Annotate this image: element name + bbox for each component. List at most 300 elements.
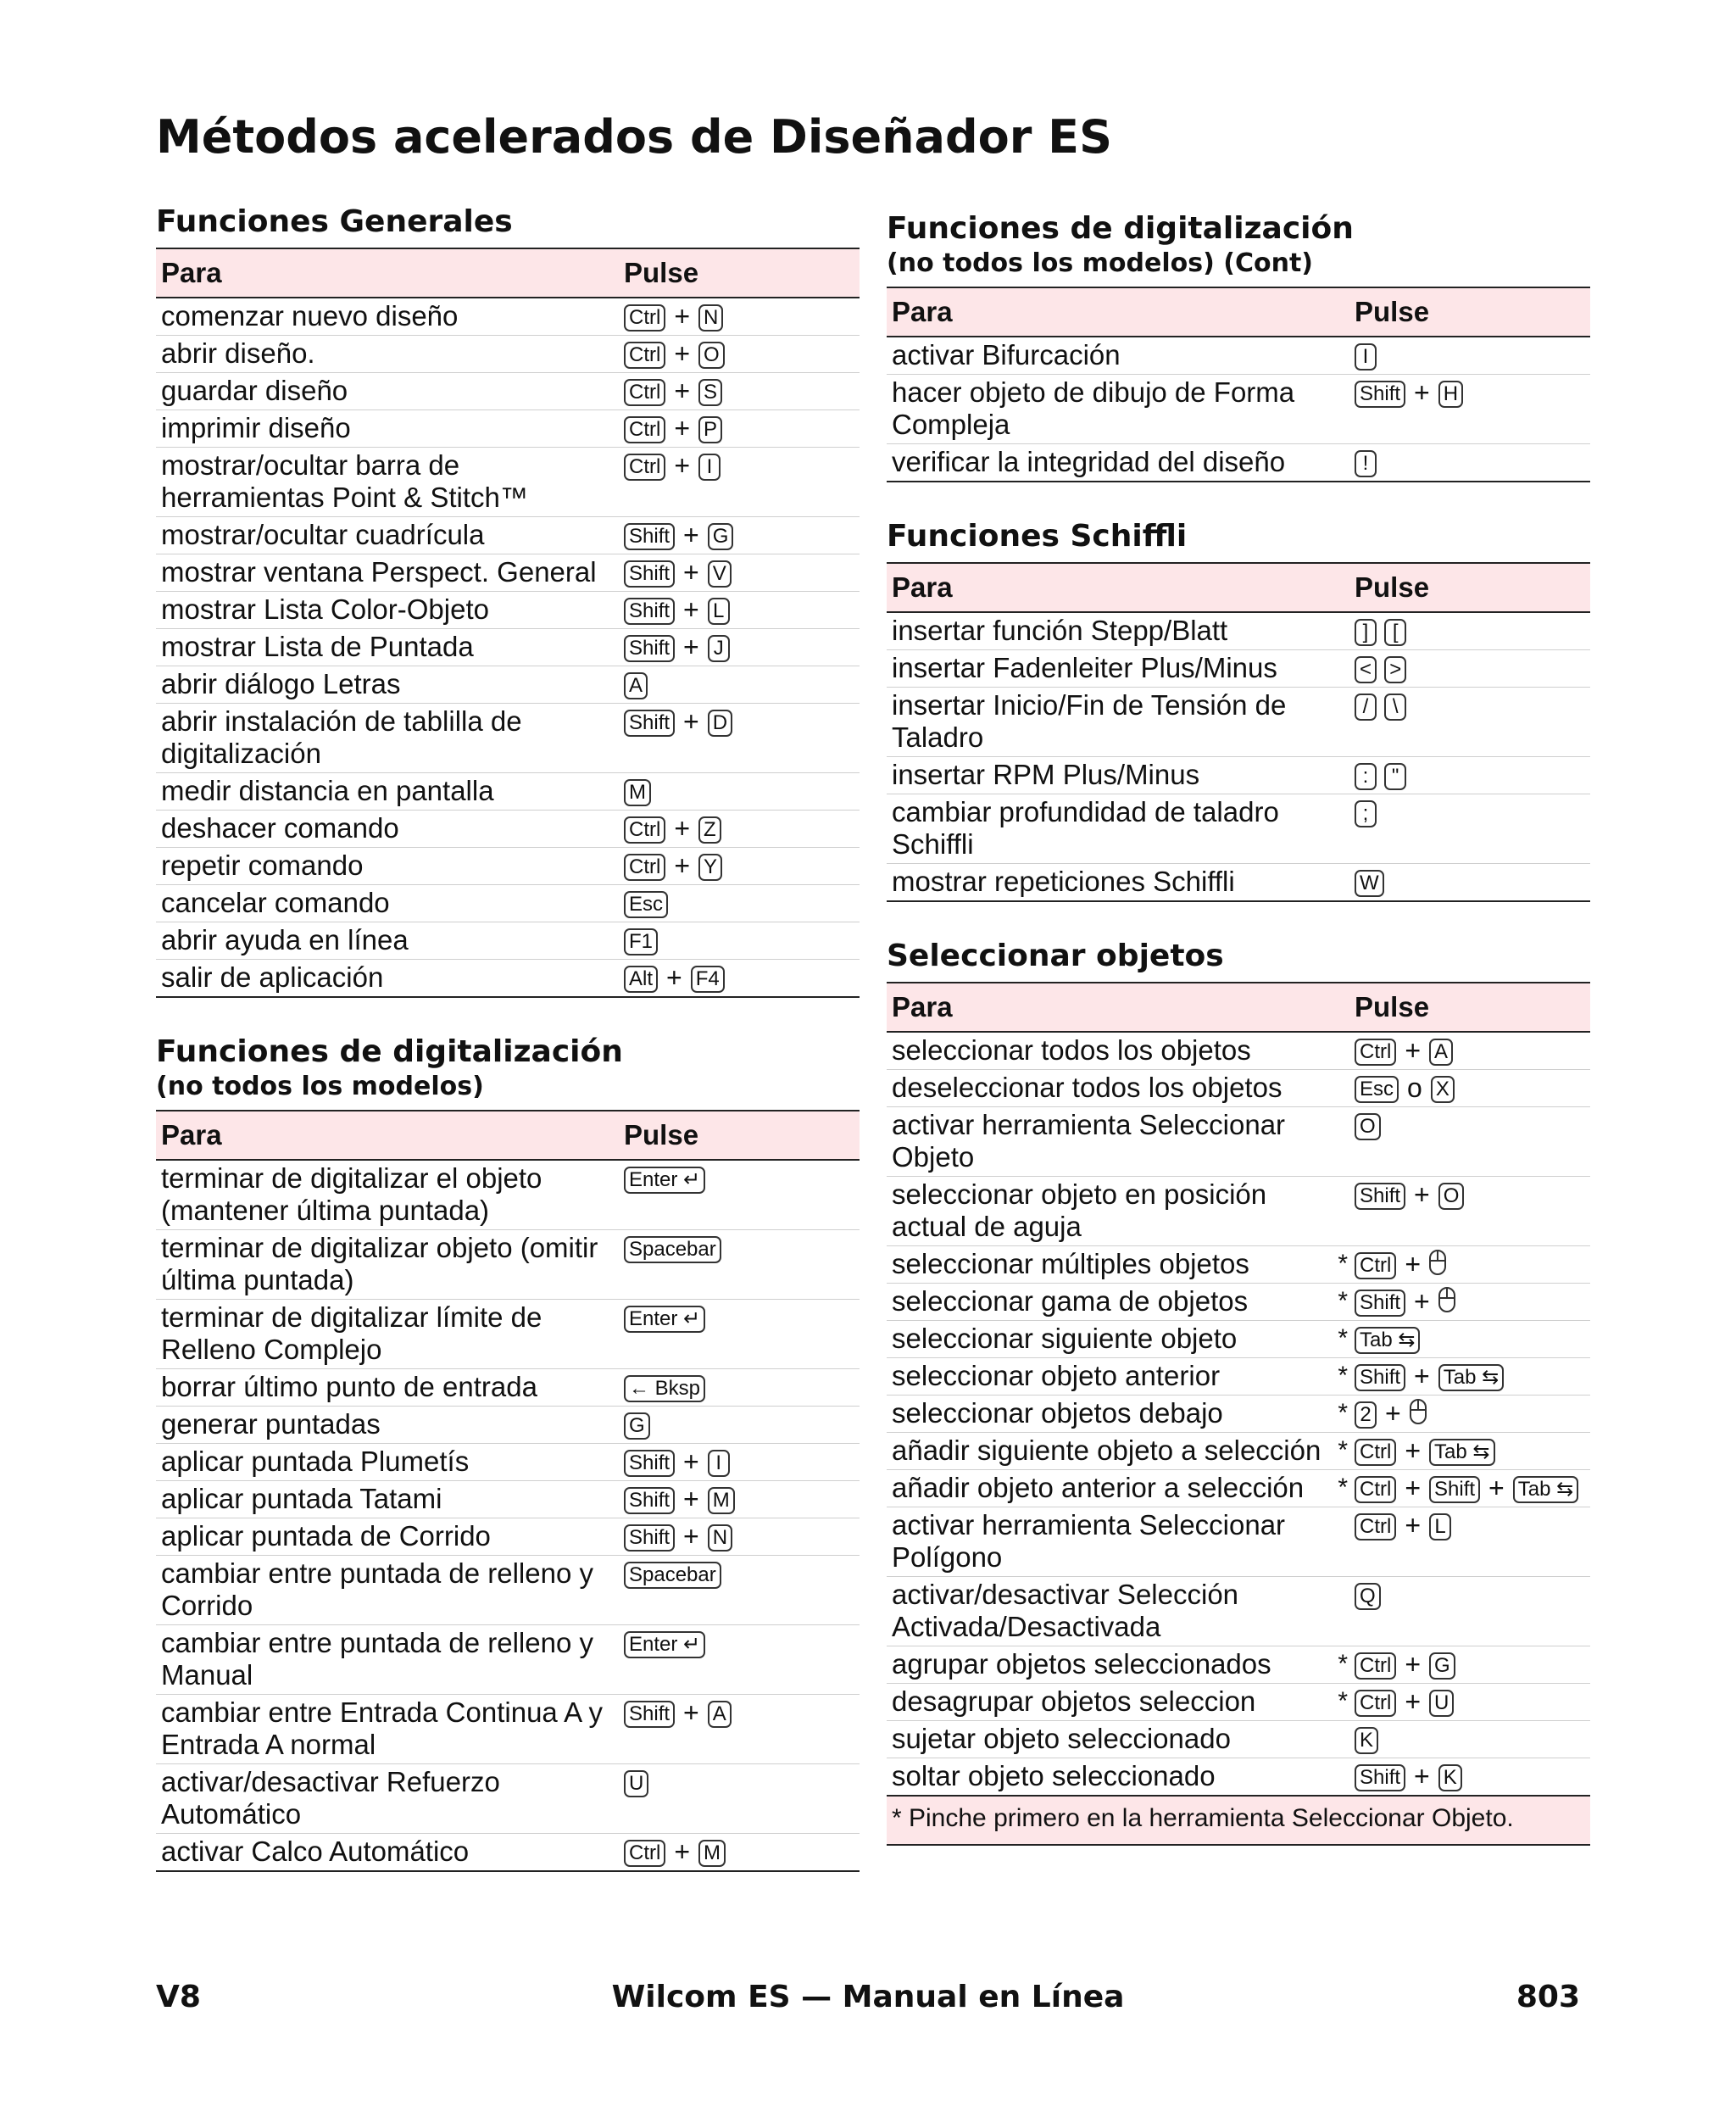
keycap: : bbox=[1355, 763, 1377, 790]
action-text: activar herramienta Seleccionar Polígono bbox=[892, 1509, 1286, 1573]
key-combination bbox=[1349, 375, 1590, 444]
table-row bbox=[887, 1246, 1590, 1284]
section-subtitle: (no todos los modelos) bbox=[156, 1072, 484, 1101]
asterisk-marker: * bbox=[1338, 1287, 1348, 1315]
action-description bbox=[887, 757, 1349, 794]
key-combination bbox=[619, 1444, 860, 1481]
action-description bbox=[156, 448, 619, 517]
table-row bbox=[887, 1396, 1590, 1433]
action-description bbox=[156, 298, 619, 336]
asterisk-marker: * bbox=[1338, 1687, 1348, 1715]
action-text: activar herramienta Seleccionar Objeto bbox=[892, 1109, 1286, 1173]
table-row bbox=[156, 773, 860, 811]
keycap: Shift bbox=[624, 1450, 675, 1477]
mouse-icon bbox=[1429, 1250, 1446, 1275]
plus-separator: + bbox=[1405, 1435, 1422, 1466]
action-description bbox=[887, 650, 1349, 688]
action-text: desagrupar objetos seleccion bbox=[892, 1685, 1256, 1717]
action-description bbox=[887, 1721, 1349, 1758]
keycap: A bbox=[1429, 1039, 1453, 1066]
keycap: N bbox=[708, 1524, 732, 1552]
table-row bbox=[887, 375, 1590, 444]
key-combination bbox=[619, 885, 860, 922]
table-row bbox=[156, 885, 860, 922]
keycap: P bbox=[698, 416, 722, 443]
plus-separator: + bbox=[1405, 1249, 1422, 1279]
keycap: V bbox=[708, 560, 732, 588]
header-para: Para bbox=[887, 563, 1349, 612]
table-row bbox=[156, 960, 860, 998]
key-combination bbox=[619, 1556, 860, 1625]
keycap: Ctrl bbox=[624, 342, 665, 369]
keycap: U bbox=[624, 1770, 648, 1797]
action-description bbox=[887, 1107, 1349, 1177]
table-row bbox=[156, 554, 860, 592]
section-funciones-digitalizacion-cont bbox=[887, 210, 1590, 482]
action-text: repetir comando bbox=[161, 850, 364, 881]
action-description bbox=[156, 666, 619, 704]
action-text: seleccionar múltiples objetos bbox=[892, 1248, 1249, 1279]
action-text: insertar Inicio/Fin de Tensión de Taladro bbox=[892, 689, 1287, 753]
table-row bbox=[156, 811, 860, 848]
action-description bbox=[156, 848, 619, 885]
action-text: cancelar comando bbox=[161, 887, 390, 918]
keycap: K bbox=[1438, 1764, 1462, 1791]
asterisk-marker: * bbox=[1338, 1650, 1348, 1678]
key-combination bbox=[619, 1625, 860, 1695]
key-combination bbox=[1349, 794, 1590, 864]
key-combination bbox=[1349, 444, 1590, 482]
action-description bbox=[156, 1230, 619, 1300]
keycap: 2 bbox=[1355, 1401, 1377, 1429]
footnote: * Pinche primero en la herramienta Seleccionar Objeto. bbox=[887, 1797, 1590, 1846]
keycap: I bbox=[1355, 343, 1377, 370]
page-number: 803 bbox=[1516, 1980, 1580, 2014]
table-row bbox=[887, 337, 1590, 375]
table-row bbox=[156, 1444, 860, 1481]
action-text: activar/desactivar Selección Activada/Desactivada bbox=[892, 1579, 1239, 1642]
action-text: seleccionar siguiente objeto bbox=[892, 1323, 1238, 1354]
key-combination bbox=[1349, 1358, 1590, 1396]
table-row bbox=[887, 1321, 1590, 1358]
table-row bbox=[887, 612, 1590, 650]
action-description bbox=[887, 794, 1349, 864]
table-row bbox=[887, 1721, 1590, 1758]
action-text: generar puntadas bbox=[161, 1408, 381, 1440]
plus-separator: + bbox=[674, 301, 691, 331]
keycap: G bbox=[1429, 1652, 1455, 1680]
action-text: seleccionar objeto en posición actual de aguja bbox=[892, 1178, 1267, 1242]
key-combination bbox=[1349, 1646, 1590, 1684]
table-row bbox=[887, 1107, 1590, 1177]
keycap: Shift bbox=[624, 560, 675, 588]
table-row bbox=[156, 1160, 860, 1230]
action-description bbox=[887, 337, 1349, 375]
action-text: terminar de digitalizar el objeto (mantener última puntada) bbox=[161, 1162, 542, 1226]
key-combination bbox=[1349, 1470, 1590, 1507]
keycap: O bbox=[1438, 1183, 1465, 1210]
action-description bbox=[887, 1470, 1349, 1507]
keycap: F1 bbox=[624, 928, 658, 955]
action-description bbox=[887, 1507, 1349, 1577]
header-para: Para bbox=[887, 287, 1349, 337]
keycap: Shift bbox=[624, 1487, 675, 1514]
action-text: abrir ayuda en línea bbox=[161, 924, 409, 955]
keycap: U bbox=[1429, 1690, 1454, 1717]
keycap: M bbox=[698, 1840, 726, 1867]
action-description bbox=[156, 704, 619, 773]
keycap: ] bbox=[1355, 619, 1377, 646]
plus-separator: + bbox=[666, 962, 682, 993]
plus-separator: + bbox=[674, 450, 691, 481]
keycap: D bbox=[708, 710, 732, 737]
table-row bbox=[156, 448, 860, 517]
table-row bbox=[887, 1032, 1590, 1070]
plus-separator: + bbox=[674, 376, 691, 406]
action-description bbox=[156, 1160, 619, 1230]
keycap: Shift bbox=[624, 635, 675, 662]
action-description bbox=[887, 1246, 1349, 1284]
action-description bbox=[156, 410, 619, 448]
action-text: mostrar/ocultar cuadrícula bbox=[161, 519, 485, 550]
plus-separator: + bbox=[1405, 1035, 1422, 1066]
key-combination bbox=[619, 922, 860, 960]
keycap: N bbox=[698, 304, 723, 331]
action-description bbox=[887, 1358, 1349, 1396]
action-description bbox=[156, 629, 619, 666]
keycap: I bbox=[708, 1450, 730, 1477]
keycap: G bbox=[708, 523, 734, 550]
plus-separator: + bbox=[1414, 1179, 1430, 1210]
action-text: insertar Fadenleiter Plus/Minus bbox=[892, 652, 1277, 683]
section-title: Funciones de digitalización bbox=[887, 211, 1354, 246]
action-text: sujetar objeto seleccionado bbox=[892, 1723, 1231, 1754]
action-text: borrar último punto de entrada bbox=[161, 1371, 537, 1402]
mouse-icon bbox=[1438, 1287, 1455, 1312]
table-row bbox=[887, 1433, 1590, 1470]
action-description bbox=[156, 811, 619, 848]
action-text: terminar de digitalizar objeto (omitir última puntada) bbox=[161, 1232, 598, 1295]
action-description bbox=[156, 1518, 619, 1556]
footer-version: V8 bbox=[156, 1980, 201, 2014]
action-text: abrir diálogo Letras bbox=[161, 668, 401, 699]
table-row bbox=[887, 1284, 1590, 1321]
action-text: cambiar profundidad de taladro Schiffli bbox=[892, 796, 1279, 860]
plus-separator: + bbox=[683, 557, 699, 588]
section-funciones-generales bbox=[156, 203, 860, 998]
action-description bbox=[887, 375, 1349, 444]
action-description bbox=[887, 1032, 1349, 1070]
action-text: cambiar entre puntada de relleno y Corrido bbox=[161, 1557, 593, 1621]
table-row bbox=[156, 1230, 860, 1300]
key-combination bbox=[1349, 1070, 1590, 1107]
action-text: terminar de digitalizar límite de Relleno Complejo bbox=[161, 1301, 542, 1365]
table-row bbox=[156, 1407, 860, 1444]
table-row bbox=[887, 1507, 1590, 1577]
shortcut-table bbox=[887, 562, 1590, 902]
keycap: X bbox=[1431, 1076, 1455, 1103]
table-row bbox=[156, 1300, 860, 1369]
action-text: deseleccionar todos los objetos bbox=[892, 1072, 1283, 1103]
plus-separator: + bbox=[683, 520, 699, 550]
table-row bbox=[887, 1070, 1590, 1107]
keycap: [ bbox=[1384, 619, 1406, 646]
keycap: Y bbox=[698, 854, 722, 881]
table-row bbox=[156, 1369, 860, 1407]
table-row bbox=[156, 1695, 860, 1764]
table-row bbox=[887, 1358, 1590, 1396]
keycap: ! bbox=[1355, 450, 1377, 477]
action-description bbox=[156, 773, 619, 811]
plus-separator: + bbox=[1414, 1361, 1430, 1391]
plus-separator: + bbox=[683, 1697, 699, 1728]
key-combination bbox=[1349, 1177, 1590, 1246]
keycap: K bbox=[1355, 1727, 1378, 1754]
action-description bbox=[156, 1695, 619, 1764]
header-pulse: Pulse bbox=[1349, 563, 1590, 612]
keycap: M bbox=[624, 779, 651, 806]
action-text: aplicar puntada de Corrido bbox=[161, 1520, 491, 1552]
keycap: Shift bbox=[1355, 1290, 1405, 1317]
header-pulse: Pulse bbox=[1349, 983, 1590, 1032]
table-row bbox=[887, 1177, 1590, 1246]
section-subtitle: (no todos los modelos) (Cont) bbox=[887, 248, 1313, 278]
section-funciones-digitalizacion bbox=[156, 1033, 860, 1872]
action-text: mostrar repeticiones Schiffli bbox=[892, 866, 1235, 897]
key-combination bbox=[1349, 1507, 1590, 1577]
action-description bbox=[887, 1396, 1349, 1433]
header-pulse: Pulse bbox=[1349, 287, 1590, 337]
section-title: Funciones de digitalización bbox=[156, 1034, 623, 1069]
asterisk-marker: * bbox=[1338, 1436, 1348, 1464]
keycap: Ctrl bbox=[624, 1840, 665, 1867]
action-text: insertar función Stepp/Blatt bbox=[892, 615, 1228, 646]
key-combination bbox=[619, 1481, 860, 1518]
key-combination bbox=[619, 848, 860, 885]
action-text: hacer objeto de dibujo de Forma Compleja bbox=[892, 376, 1295, 440]
keycap: Enter ↵ bbox=[624, 1631, 705, 1658]
section-seleccionar-objetos bbox=[887, 938, 1590, 1846]
keycap: ; bbox=[1355, 800, 1377, 827]
keycap: Ctrl bbox=[624, 416, 665, 443]
keycap: A bbox=[708, 1701, 732, 1728]
key-combination bbox=[1349, 1284, 1590, 1321]
table-row bbox=[156, 336, 860, 373]
keycap: Ctrl bbox=[1355, 1252, 1396, 1279]
table-row bbox=[156, 848, 860, 885]
key-combination bbox=[1349, 1577, 1590, 1646]
keycap: Ctrl bbox=[1355, 1476, 1396, 1503]
plus-separator: + bbox=[674, 850, 691, 881]
asterisk-marker: * bbox=[1338, 1399, 1348, 1427]
keycap: Esc bbox=[1355, 1076, 1399, 1103]
page-title: Métodos acelerados de Diseñador ES bbox=[156, 110, 1112, 164]
keycap: Ctrl bbox=[624, 854, 665, 881]
key-combination bbox=[619, 554, 860, 592]
table-row bbox=[156, 704, 860, 773]
keycap: M bbox=[708, 1487, 735, 1514]
table-row bbox=[156, 666, 860, 704]
plus-separator: + bbox=[683, 1484, 699, 1514]
keycap: Z bbox=[698, 816, 721, 844]
action-text: activar Bifurcación bbox=[892, 339, 1121, 370]
keycap: W bbox=[1355, 870, 1384, 897]
plus-separator: + bbox=[674, 1836, 691, 1867]
action-text: soltar objeto seleccionado bbox=[892, 1760, 1216, 1791]
action-description bbox=[156, 1407, 619, 1444]
asterisk-marker: * bbox=[1338, 1250, 1348, 1278]
table-row bbox=[156, 1481, 860, 1518]
keycap: / bbox=[1355, 694, 1377, 721]
keycap: Alt bbox=[624, 966, 658, 993]
action-description bbox=[156, 554, 619, 592]
table-row bbox=[156, 1625, 860, 1695]
keycap: \ bbox=[1384, 694, 1406, 721]
section-title: Funciones Schiffli bbox=[887, 519, 1188, 554]
keycap: Ctrl bbox=[624, 454, 665, 481]
action-text: abrir diseño. bbox=[161, 337, 315, 369]
section-funciones-schiffli bbox=[887, 518, 1590, 902]
action-text: cambiar entre Entrada Continua A y Entrada A normal bbox=[161, 1696, 603, 1760]
keycap: L bbox=[1429, 1513, 1451, 1540]
asterisk-marker: * bbox=[1338, 1324, 1348, 1352]
keycap: ← Bksp bbox=[624, 1375, 705, 1402]
keycap: Esc bbox=[624, 891, 668, 918]
key-combination bbox=[1349, 650, 1590, 688]
plus-separator: + bbox=[1405, 1686, 1422, 1717]
table-row bbox=[887, 864, 1590, 902]
key-combination bbox=[619, 1518, 860, 1556]
action-description bbox=[887, 1684, 1349, 1721]
keycap: O bbox=[1355, 1113, 1381, 1140]
plus-separator: + bbox=[683, 1446, 699, 1477]
left-column bbox=[156, 203, 860, 1908]
header-para: Para bbox=[156, 1111, 619, 1160]
plus-separator: + bbox=[1414, 1761, 1430, 1791]
plus-separator: + bbox=[1488, 1473, 1505, 1503]
action-description bbox=[887, 1070, 1349, 1107]
keycap: J bbox=[708, 635, 730, 662]
keycap: Shift bbox=[1355, 1183, 1405, 1210]
action-text: activar Calco Automático bbox=[161, 1836, 470, 1867]
action-text: aplicar puntada Plumetís bbox=[161, 1446, 470, 1477]
table-row bbox=[156, 298, 860, 336]
action-text: seleccionar objetos debajo bbox=[892, 1397, 1223, 1429]
key-combination bbox=[1349, 1433, 1590, 1470]
action-description bbox=[887, 1284, 1349, 1321]
header-para: Para bbox=[887, 983, 1349, 1032]
keycap: Spacebar bbox=[624, 1562, 721, 1589]
action-text: comenzar nuevo diseño bbox=[161, 300, 459, 331]
action-description bbox=[887, 864, 1349, 902]
action-description bbox=[156, 1300, 619, 1369]
action-description bbox=[156, 373, 619, 410]
action-description bbox=[156, 1834, 619, 1872]
keycap: S bbox=[698, 379, 722, 406]
keycap: Spacebar bbox=[624, 1236, 721, 1263]
action-description bbox=[156, 1481, 619, 1518]
keycap: Tab ⇆ bbox=[1355, 1327, 1420, 1354]
keycap: Shift bbox=[624, 598, 675, 625]
mouse-icon bbox=[1410, 1399, 1427, 1424]
keycap: H bbox=[1438, 381, 1463, 408]
keycap: Shift bbox=[1429, 1476, 1480, 1503]
keycap: Ctrl bbox=[1355, 1513, 1396, 1540]
key-combination bbox=[619, 1764, 860, 1834]
key-combination bbox=[1349, 864, 1590, 902]
table-row bbox=[887, 650, 1590, 688]
action-text: seleccionar todos los objetos bbox=[892, 1034, 1251, 1066]
keycap: Ctrl bbox=[1355, 1439, 1396, 1466]
shortcut-table bbox=[887, 287, 1590, 482]
key-combination bbox=[619, 773, 860, 811]
key-combination bbox=[619, 1695, 860, 1764]
keycap: Shift bbox=[624, 710, 675, 737]
action-description bbox=[156, 592, 619, 629]
plus-separator: + bbox=[1405, 1649, 1422, 1680]
plus-separator: + bbox=[683, 632, 699, 662]
section-title: Funciones Generales bbox=[156, 204, 513, 239]
asterisk-marker: * bbox=[1338, 1362, 1348, 1390]
keycap: Enter ↵ bbox=[624, 1306, 705, 1333]
footer-manual-title: Wilcom ES — Manual en Línea bbox=[611, 1980, 1125, 2014]
action-text: mostrar Lista de Puntada bbox=[161, 631, 474, 662]
action-text: deshacer comando bbox=[161, 812, 399, 844]
keycap: Ctrl bbox=[1355, 1039, 1396, 1066]
keycap: O bbox=[698, 342, 725, 369]
action-text: mostrar/ocultar barra de herramientas Point & Stitch™ bbox=[161, 449, 528, 513]
header-para: Para bbox=[156, 248, 619, 298]
action-description bbox=[887, 1177, 1349, 1246]
asterisk-marker: * bbox=[1338, 1474, 1348, 1501]
keycap: Q bbox=[1355, 1583, 1381, 1610]
key-combination bbox=[619, 373, 860, 410]
table-row bbox=[887, 1646, 1590, 1684]
keycap: G bbox=[624, 1412, 650, 1440]
keycap: Ctrl bbox=[624, 304, 665, 331]
keycap: Shift bbox=[624, 523, 675, 550]
action-text: cambiar entre puntada de relleno y Manual bbox=[161, 1627, 593, 1691]
key-combination bbox=[1349, 1246, 1590, 1284]
table-row bbox=[156, 922, 860, 960]
action-description bbox=[156, 960, 619, 998]
plus-separator: + bbox=[1414, 1286, 1430, 1317]
keycap: Ctrl bbox=[624, 816, 665, 844]
action-description bbox=[887, 1577, 1349, 1646]
key-combination bbox=[1349, 1107, 1590, 1177]
shortcut-table bbox=[887, 982, 1590, 1797]
key-combination bbox=[1349, 1684, 1590, 1721]
action-text: mostrar ventana Perspect. General bbox=[161, 556, 597, 588]
key-combination bbox=[619, 298, 860, 336]
keycap: < bbox=[1355, 656, 1377, 683]
table-row bbox=[156, 373, 860, 410]
key-combination bbox=[619, 811, 860, 848]
action-description bbox=[156, 1444, 619, 1481]
action-description bbox=[887, 444, 1349, 482]
action-text: verificar la integridad del diseño bbox=[892, 446, 1286, 477]
action-description bbox=[156, 922, 619, 960]
plus-separator: + bbox=[1414, 377, 1430, 408]
table-row bbox=[887, 794, 1590, 864]
table-row bbox=[887, 757, 1590, 794]
plus-separator: + bbox=[1405, 1473, 1422, 1503]
keycap: I bbox=[698, 454, 721, 481]
table-row bbox=[887, 1684, 1590, 1721]
table-row bbox=[156, 517, 860, 554]
action-description bbox=[887, 1321, 1349, 1358]
right-column bbox=[887, 210, 1590, 1881]
